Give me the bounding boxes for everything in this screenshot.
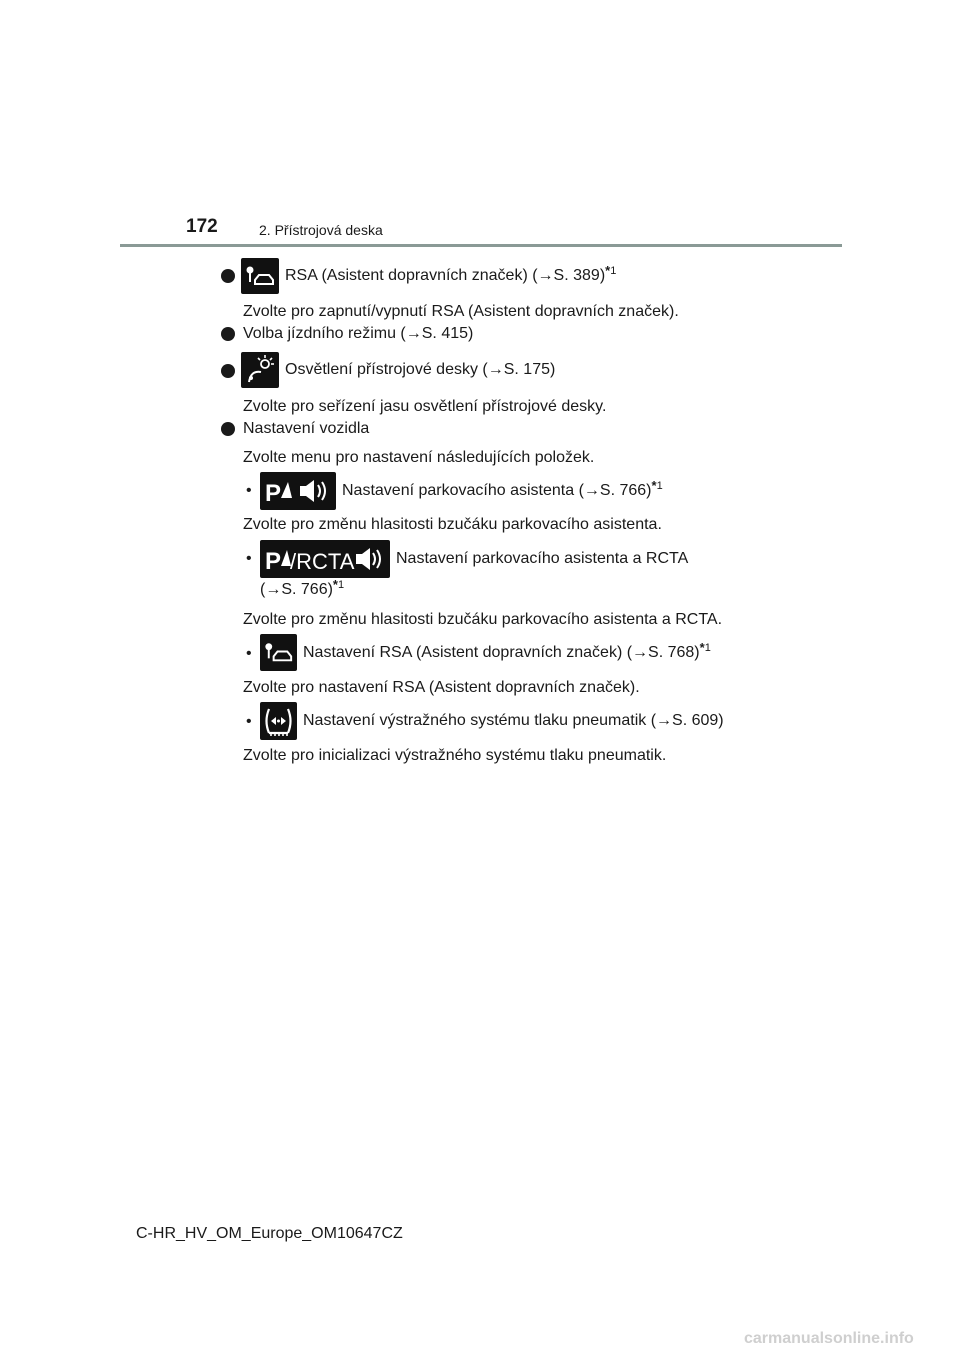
item-text: Zvolte pro zapnutí/vypnutí RSA (Asistent dopravních značek). bbox=[243, 303, 679, 320]
subitem-parking-assist: P Nastavení parkovacího asistenta (→S. 766) * 1 bbox=[260, 472, 663, 510]
item-vehicle-settings bbox=[243, 419, 369, 439]
svg-text:/RCTA: /RCTA bbox=[290, 549, 355, 574]
watermark: carmanualsonline.info bbox=[744, 1330, 914, 1347]
list-dot: • bbox=[246, 482, 252, 499]
item-description bbox=[243, 515, 662, 535]
item-ref: (→S. 766) * 1 bbox=[260, 577, 345, 598]
list-dot: • bbox=[246, 713, 252, 730]
svg-text:P: P bbox=[265, 480, 282, 507]
rsa-sign-car-icon bbox=[260, 634, 297, 671]
item-illumination bbox=[241, 352, 555, 388]
header-rule bbox=[120, 244, 842, 247]
document-code: C-HR_HV_OM_Europe_OM10647CZ bbox=[136, 1225, 403, 1242]
item-description bbox=[243, 397, 606, 417]
page-number: 172 bbox=[186, 216, 218, 237]
panel-illumination-icon bbox=[241, 352, 279, 388]
svg-text:P: P bbox=[265, 548, 282, 575]
item-text: Zvolte pro seřízení jasu osvětlení přístrojové desky. bbox=[243, 398, 607, 415]
item-text: Osvětlení přístrojové desky (→S. 175) bbox=[285, 361, 556, 378]
item-text: Nastavení parkovacího asistenta a RCTA bbox=[396, 550, 689, 567]
footnote-star: * bbox=[605, 263, 611, 278]
item-text: Nastavení výstražného systému tlaku pneumatik (→S. 609) bbox=[303, 712, 724, 729]
item-text: Nastavení parkovacího asistenta (→S. 766) bbox=[342, 482, 652, 499]
item-text: RSA (Asistent dopravních značek) (→S. 389) bbox=[285, 267, 606, 284]
list-dot: • bbox=[246, 550, 252, 567]
item-description bbox=[243, 746, 666, 766]
item-drive-mode bbox=[243, 324, 473, 344]
item-text: Zvolte pro změnu hlasitosti bzučáku parkovacího asistenta. bbox=[243, 516, 662, 533]
bullet bbox=[221, 422, 235, 436]
bullet bbox=[221, 269, 235, 283]
item-text: Zvolte menu pro nastavení následujících položek. bbox=[243, 449, 595, 466]
item-text: Nastavení RSA (Asistent dopravních značek) (→S. 768) bbox=[303, 643, 700, 661]
parking-assist-buzzer-icon bbox=[260, 472, 336, 510]
item-description bbox=[243, 610, 722, 630]
subitem-rsa-settings: Nastavení RSA (Asistent dopravních značek) (→S. 768) * 1 bbox=[260, 634, 711, 671]
rsa-sign-car-icon bbox=[241, 258, 279, 294]
subitem-parking-rcta bbox=[260, 540, 688, 578]
item-text: Zvolte pro změnu hlasitosti bzučáku parkovacího asistenta a RCTA. bbox=[243, 611, 723, 628]
footnote-star: * bbox=[332, 577, 338, 592]
item-text: Zvolte pro nastavení RSA (Asistent dopravních značek). bbox=[243, 679, 640, 696]
item-text: Volba jízdního režimu (→S. 415) bbox=[243, 325, 474, 342]
item-text: (→S. 766) bbox=[260, 581, 333, 598]
tire-pressure-icon bbox=[260, 702, 297, 740]
footnote-star: * bbox=[651, 478, 657, 493]
footnote-star: * bbox=[699, 639, 705, 655]
item-description bbox=[243, 678, 640, 698]
list-dot: • bbox=[246, 645, 252, 662]
item-text: Zvolte pro inicializaci výstražného systému tlaku pneumatik. bbox=[243, 747, 667, 764]
bullet bbox=[221, 327, 235, 341]
section-title: 2. Přístrojová deska bbox=[259, 222, 383, 238]
item-description bbox=[243, 448, 594, 468]
bullet bbox=[221, 364, 235, 378]
item-text: Nastavení vozidla bbox=[243, 420, 370, 437]
subitem-tire-pressure bbox=[260, 702, 724, 740]
item-rsa: RSA (Asistent dopravních značek) (→S. 389) * 1 bbox=[241, 258, 616, 294]
item-description bbox=[243, 302, 679, 322]
parking-rcta-buzzer-icon bbox=[260, 540, 390, 578]
